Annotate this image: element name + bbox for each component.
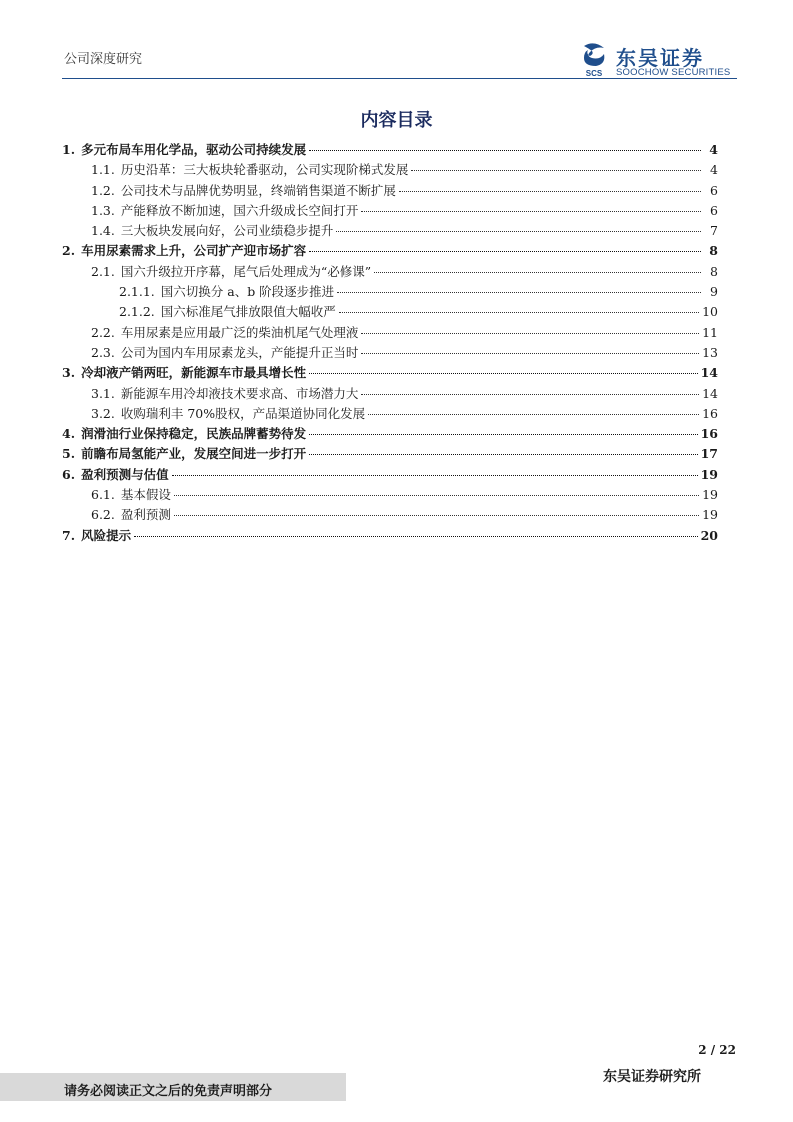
toc-entry-page: 8	[709, 243, 718, 259]
toc-entry-page: 13	[702, 344, 718, 360]
toc-dot-leader	[361, 353, 699, 354]
toc-dot-leader	[374, 272, 701, 273]
toc-entry-number: 6.2.	[91, 507, 115, 523]
toc-entry-title: 国六升级拉开序幕，尾气后处理成为“必修课”	[120, 263, 372, 279]
toc-entry-page: 6	[710, 202, 718, 218]
toc-entry-title: 公司技术与品牌优势明显，终端销售渠道不断扩展	[120, 182, 396, 198]
toc-entry[interactable]	[62, 262, 718, 282]
toc-entry[interactable]	[62, 384, 718, 404]
toc-entry-number: 7.	[62, 527, 76, 543]
toc-entry-number: 4.	[62, 426, 76, 442]
toc-entry[interactable]	[62, 526, 718, 546]
toc-entry-number: 2.	[62, 243, 76, 259]
toc-entry[interactable]	[62, 221, 718, 241]
toc-entry-page: 4	[710, 162, 718, 178]
toc-dot-leader	[172, 475, 698, 476]
toc-entry-number: 1.1.	[91, 162, 115, 178]
page-indicator: 2 / 22	[698, 1043, 736, 1057]
toc-entry-number: 3.	[62, 365, 76, 381]
toc-entry-title: 盈利预测与估值	[81, 466, 169, 482]
toc-entry-page: 16	[700, 426, 718, 442]
toc-entry-title: 国六标准尾气排放限值大幅收严	[160, 304, 336, 320]
toc-entry-title: 国六切换分 a、b 阶段逐步推进	[160, 284, 335, 300]
toc-dot-leader	[337, 292, 701, 293]
toc-dot-leader	[361, 211, 701, 212]
toc-entry[interactable]	[62, 201, 718, 221]
toc-entry-page: 19	[702, 507, 718, 523]
toc-entry-page: 8	[710, 263, 718, 279]
toc-entry[interactable]	[62, 424, 718, 444]
toc-entry-number: 6.1.	[91, 487, 115, 503]
toc-entry-page: 9	[710, 284, 718, 300]
toc-entry-title: 历史沿革：三大板块轮番驱动，公司实现阶梯式发展	[120, 162, 409, 178]
toc-entry-page: 17	[700, 446, 718, 462]
soochow-logo-icon	[578, 42, 610, 78]
toc-dot-leader	[174, 515, 699, 516]
toc-entry[interactable]	[62, 465, 718, 485]
toc-entry-title: 车用尿素需求上升，公司扩产迎市场扩容	[81, 243, 307, 259]
toc-entry-number: 2.1.1.	[119, 284, 155, 300]
toc-entry-title: 润滑油行业保持稳定，民族品牌蓄势待发	[81, 426, 307, 442]
header-divider	[62, 78, 737, 79]
toc-entry[interactable]	[62, 343, 718, 363]
toc-entry-number: 1.	[62, 142, 76, 157]
toc-entry-title: 盈利预测	[120, 507, 171, 523]
footer-disclaimer: 请务必阅读正文之后的免责声明部分	[64, 1084, 273, 1099]
toc-entry-number: 6.	[62, 466, 76, 482]
toc-dot-leader	[336, 231, 701, 232]
toc-dot-leader	[309, 373, 698, 374]
toc-entry-page: 16	[702, 405, 718, 421]
toc-dot-leader	[339, 312, 699, 313]
company-logo	[578, 42, 740, 78]
toc-entry-page: 6	[710, 182, 718, 198]
toc-entry-title: 公司为国内车用尿素龙头，产能提升正当时	[120, 344, 359, 360]
report-category: 公司深度研究	[64, 52, 143, 67]
toc-entry-page: 19	[700, 466, 718, 482]
toc-entry-title: 基本假设	[120, 487, 171, 503]
logo-mark-text: SCS	[585, 69, 603, 78]
toc-dot-leader	[411, 170, 701, 171]
toc-entry[interactable]	[62, 160, 718, 180]
toc-entry-number: 2.2.	[91, 324, 115, 340]
toc-entry-title: 前瞻布局氢能产业，发展空间进一步打开	[81, 446, 307, 462]
toc-entry[interactable]	[62, 302, 718, 322]
toc-dot-leader	[174, 495, 699, 496]
toc-entry-number: 2.3.	[91, 344, 115, 360]
toc-dot-leader	[309, 454, 698, 455]
toc-entry-page: 10	[702, 304, 718, 320]
toc-entry-title: 多元布局车用化学品，驱动公司持续发展	[81, 142, 307, 157]
toc-entry-number: 3.2.	[91, 405, 115, 421]
toc-entry[interactable]	[62, 505, 718, 525]
toc-entry[interactable]	[62, 404, 718, 424]
toc-entry-page: 14	[700, 365, 718, 381]
toc-entry-number: 2.1.	[91, 263, 115, 279]
toc-entry-number: 1.2.	[91, 182, 115, 198]
toc-entry-number: 1.3.	[91, 202, 115, 218]
toc-entry[interactable]	[62, 323, 718, 343]
toc-entry-title: 产能释放不断加速，国六升级成长空间打开	[120, 202, 359, 218]
toc-entry[interactable]	[62, 181, 718, 201]
toc-dot-leader	[399, 191, 701, 192]
toc-dot-leader	[309, 150, 701, 151]
toc-entry-page: 14	[702, 385, 718, 401]
table-of-contents	[62, 140, 718, 546]
toc-dot-leader	[134, 536, 698, 537]
toc-entry-page: 19	[702, 487, 718, 503]
toc-dot-leader	[309, 434, 698, 435]
toc-dot-leader	[309, 251, 701, 252]
toc-entry-title: 收购瑞利丰 70%股权，产品渠道协同化发展	[120, 405, 366, 421]
toc-dot-leader	[361, 394, 699, 395]
toc-entry[interactable]	[62, 485, 718, 505]
toc-entry-title: 三大板块发展向好，公司业绩稳步提升	[120, 223, 334, 239]
toc-dot-leader	[368, 414, 699, 415]
toc-entry-title: 车用尿素是应用最广泛的柴油机尾气处理液	[120, 324, 359, 340]
toc-entry[interactable]	[62, 241, 718, 261]
toc-entry-number: 1.4.	[91, 223, 115, 239]
toc-entry-number: 5.	[62, 446, 76, 462]
toc-entry-number: 3.1.	[91, 385, 115, 401]
toc-entry[interactable]	[62, 444, 718, 464]
logo-chinese-name: 东吴证券	[616, 46, 704, 70]
toc-entry[interactable]	[62, 282, 718, 302]
toc-entry-title: 新能源车用冷却液技术要求高、市场潜力大	[120, 385, 359, 401]
toc-entry-page: 4	[709, 142, 718, 157]
toc-title: 内容目录	[360, 110, 433, 131]
toc-entry-page: 7	[710, 223, 718, 239]
toc-entry[interactable]	[62, 140, 718, 160]
toc-entry-page: 11	[702, 324, 718, 340]
toc-entry[interactable]	[62, 363, 718, 383]
toc-entry-title: 冷却液产销两旺，新能源车市最具增长性	[81, 365, 307, 381]
toc-entry-title: 风险提示	[81, 527, 132, 543]
toc-dot-leader	[361, 333, 699, 334]
logo-english-name: SOOCHOW SECURITIES	[616, 67, 731, 78]
toc-entry-page: 20	[700, 527, 718, 543]
footer-company: 东吴证券研究所	[603, 1069, 701, 1085]
toc-entry-number: 2.1.2.	[119, 304, 155, 320]
